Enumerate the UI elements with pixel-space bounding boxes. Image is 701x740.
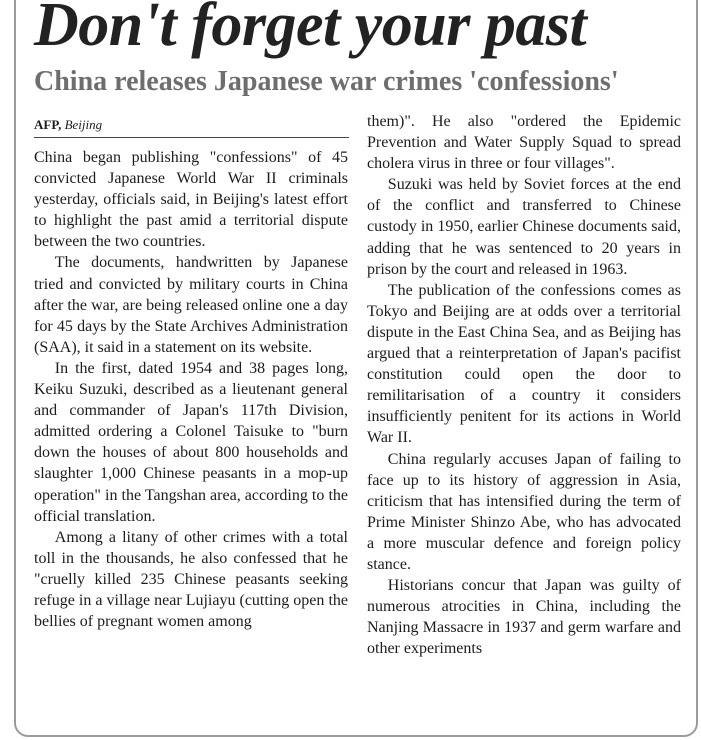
article-paragraph: In the first, dated 1954 and 38 pages long, Keiku Suzuki, described as a lieutenant general and commander of Japan's 117th Division, admitted ordering a Colonel Taisuke to "burn down the houses of about 800 households and slaughter 1,000 Chinese peasants in a mop-up operation" in the Tangshan area, according to the official translation. (34, 359, 348, 525)
article-paragraph: Suzuki was held by Soviet forces at the end of the conflict and transferred to Chinese custody in 1950, earlier Chinese documents said, adding that he was sentenced to 20 years in prison by the court and released in 1963. (367, 176, 681, 278)
article-paragraph: Historians concur that Japan was guilty of numerous atrocities in China, including the Nanjing Massacre in 1937 and germ warfare and other experiments (367, 577, 681, 658)
subheadline: China releases Japanese war crimes 'confessions' (34, 66, 619, 97)
article-paragraph: Among a litany of other crimes with a total toll in the thousands, he also confessed that he "cruelly killed 235 Chinese peasants seeking refuge in a village near Lujiayu (cutting open the bellies of pregnant women among (34, 528, 348, 631)
byline-agency: AFP, (34, 117, 62, 132)
article-paragraph: China regularly accuses Japan of failing to face up to its history of aggression in Asia, criticism that has intensified during the term of Prime Minister Shinzo Abe, who has advocated a more muscular defence and foreign policy stance. (367, 450, 681, 573)
article-paragraph: China began publishing "confessions" of 45 convicted Japanese World War II criminals yesterday, officials said, in Beijing's latest effort to highlight the past amid a territorial dispute between the two countries. (34, 149, 348, 251)
article-paragraph: The publication of the confessions comes as Tokyo and Beijing are at odds over a territorial dispute in the East China Sea, and as Beijing has argued that a reinterpretation of Japan's pacifist constitution could open the door to remilitarisation of a country it considers insufficiently penitent for its actions in World War II. (367, 281, 681, 447)
article-paragraph: them)". He also "ordered the Epidemic Prevention and Water Supply Squad to spread cholera virus in three or four villages". (367, 113, 681, 173)
byline (34, 117, 349, 138)
byline-place: Beijing (64, 117, 103, 132)
article-column-1 (34, 147, 348, 632)
article-column-2 (367, 111, 681, 659)
headline: Don't forget your past (34, 0, 587, 59)
article-paragraph: The documents, handwritten by Japanese tried and convicted by military courts in China after the war, are being released online one a day for 45 days by the State Archives Administration (SAA), it said in a statement on its website. (34, 254, 348, 356)
